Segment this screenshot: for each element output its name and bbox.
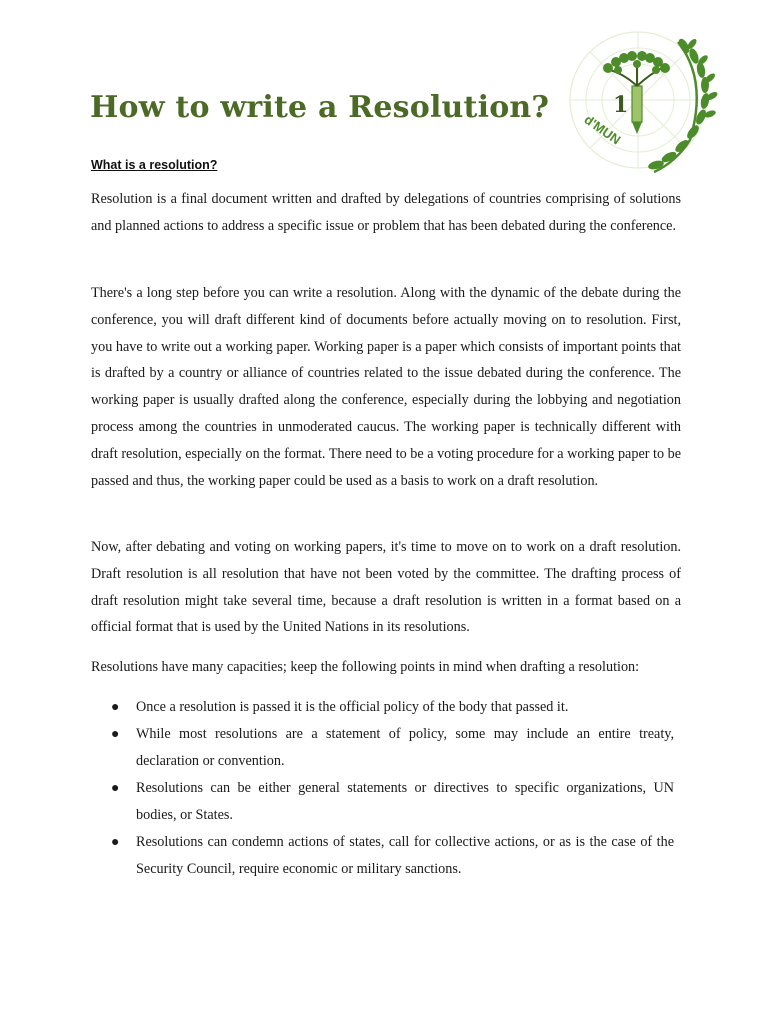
paragraph-draft-resolution: Now, after debating and voting on working papers, it's time to move on to work on a draft resolution. Draft resolution is all resolution that have not been voted by the committee. The drafting process of draft resolution might take several time, because a draft resolution is written in a format based on a official format that is used by the United Nations in its resolutions. [91, 539, 681, 636]
bullet-icon: ● [111, 835, 120, 850]
dmun-logo [558, 20, 718, 180]
logo-text: d'MUN [581, 111, 624, 148]
bullet-icon: ● [111, 727, 120, 742]
logo-number: 1 [613, 92, 629, 118]
page-title: How to write a Resolution? [90, 90, 550, 125]
list-item [108, 775, 674, 829]
section-heading: What is a resolution? [91, 158, 218, 172]
paragraph-definition: Resolution is a final document written and drafted by delegations of countries comprising of solutions and planned actions to address a specific issue or problem that has been debated during the conference. [91, 191, 681, 234]
list-item [108, 694, 674, 721]
capacities-list [108, 694, 674, 883]
paragraph-capacities-intro: Resolutions have many capacities; keep the following points in mind when drafting a resolution: [91, 659, 640, 675]
list-item-text: Resolutions can condemn actions of states, call for collective actions, or as is the case of the Security Council, require economic or military sanctions. [136, 834, 674, 877]
list-item-text: While most resolutions are a statement of policy, some may include an entire treaty, declaration or convention. [136, 726, 674, 769]
list-item-text: Once a resolution is passed it is the official policy of the body that passed it. [136, 699, 569, 715]
bullet-icon: ● [111, 781, 120, 796]
list-item [108, 829, 674, 883]
bullet-icon: ● [111, 700, 120, 715]
list-item-text: Resolutions can be either general statements or directives to specific organizations, UN bodies, or States. [136, 780, 674, 823]
paragraph-working-paper: There's a long step before you can write a resolution. Along with the dynamic of the debate during the conference, you will draft different kind of documents before actually moving on to resolution. First, you have to write out a working paper. Working paper is a paper which consists of important points that is drafted by a country or alliance of countries related to the issue debated during the conference. The working paper is usually drafted along the conference, especially during the lobbying and negotiation process among the countries in unmoderated caucus. The working paper is technically different with draft resolution, especially on the format. There need to be a voting procedure for a working paper to be passed and thus, the working paper could be used as a basis to work on a draft resolution. [91, 285, 681, 489]
list-item [108, 721, 674, 775]
